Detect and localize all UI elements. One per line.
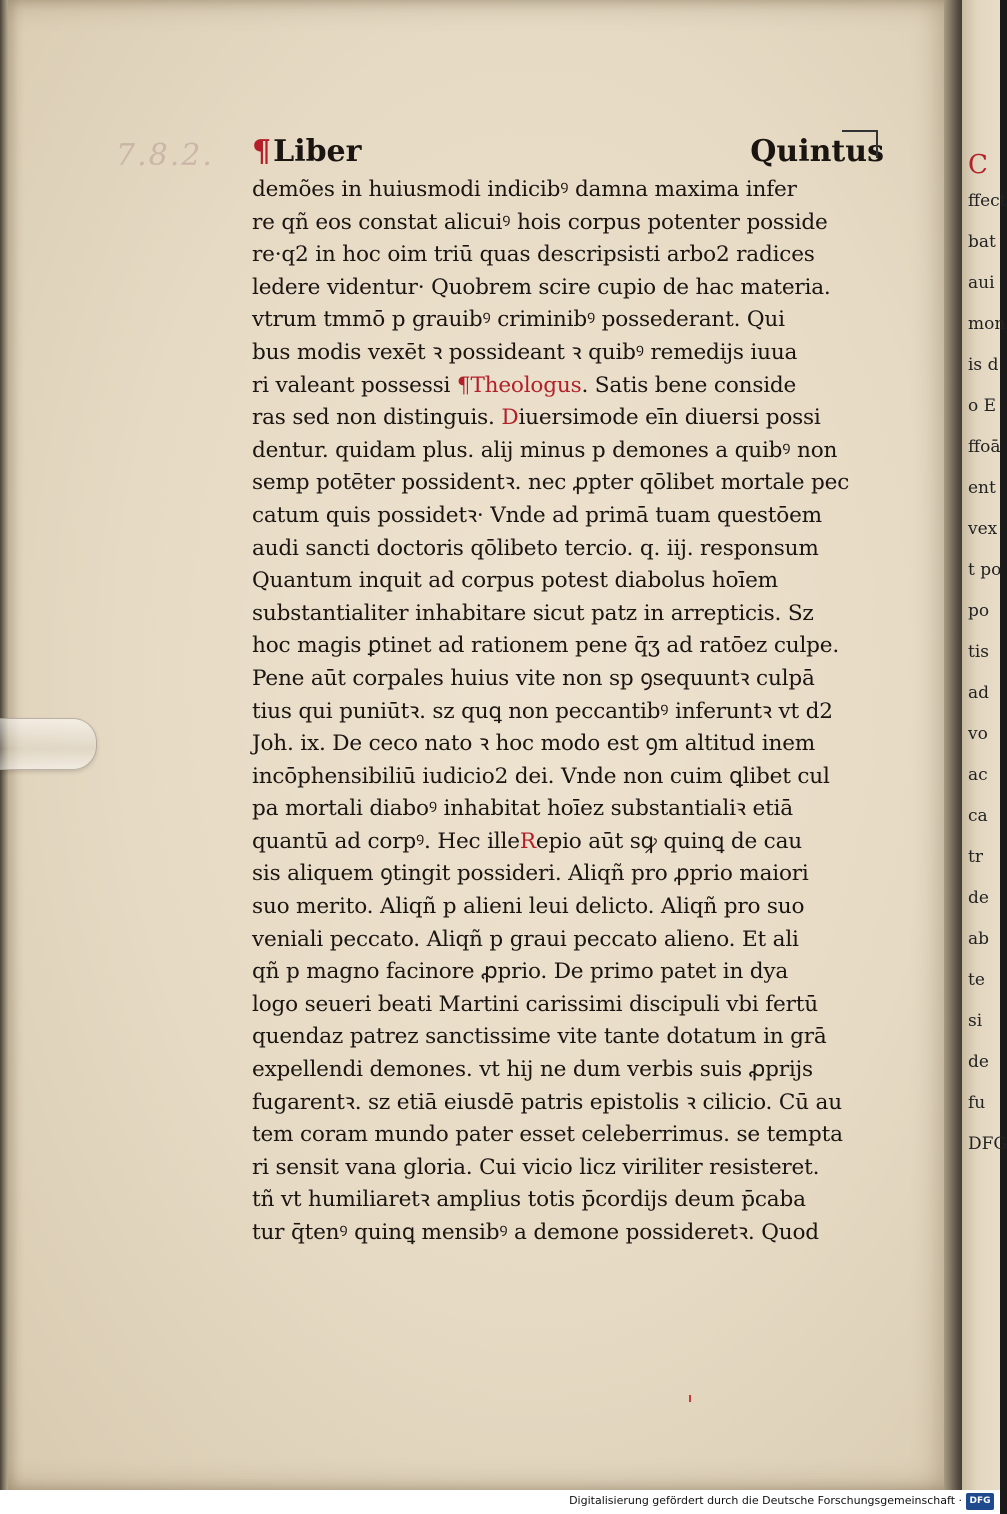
next-page-edge [962, 0, 1007, 1490]
text-line: semp potēter possidentꝛ. nec ꝓpter qōlibet mortale pec [252, 470, 850, 496]
text-line: fugarentꝛ. sz etiā eiusdē patris epistolis ꝛ cilicio. Cū au [252, 1089, 842, 1115]
text-line: substantialiter inhabitare sicut patz in arrepticis. Sz [252, 600, 814, 626]
text-line: pa mortali diaboꝰ inhabitat hoīez substantialiꝛ etiā [252, 796, 793, 822]
next-page-fragment: ent [968, 478, 996, 498]
text-line: expellendi demones. vt hij ne dum verbis suis ꝓprijs [252, 1057, 813, 1083]
next-page-fragment: ca [968, 806, 988, 826]
dfg-logo: DFG [966, 1493, 994, 1510]
pilcrow-icon: ¶ [252, 134, 272, 169]
pilcrow-icon: ¶ [456, 372, 471, 398]
next-page-fragment: po [968, 601, 990, 621]
next-page-fragment: vo [968, 724, 988, 744]
text-line: logo seueri beati Martini carissimi discipuli vbi fertū [252, 991, 818, 1017]
text-line [252, 402, 884, 435]
text-line: catum quis possidetꝛ· Vnde ad primā tuam questōem [252, 502, 822, 528]
next-page-fragment: tis [968, 642, 989, 662]
footer-credit: Digitalisierung gefördert durch die Deutsche Forschungsgemeinschaft · [569, 1494, 962, 1507]
text-line: re·q2 in hoc oim triū quas descripsisti arbo2 radices [252, 242, 815, 268]
text-line: sis aliquem ꝯtingit possideri. Aliqñ pro ꝓprio maiori [252, 861, 809, 887]
next-page-fragment: te [968, 970, 985, 990]
next-page-fragment: t po [968, 560, 1002, 580]
next-page-fragment: C [968, 150, 988, 180]
text-line: re qñ eos constat alicuiꝰ hois corpus potenter posside [252, 209, 828, 235]
text-line [252, 370, 884, 403]
text-line: dentur. quidam plus. alij minus p demones a quibꝰ non [252, 437, 838, 463]
text-line: tñ vt humiliaretꝛ amplius totis p̄cordijs deum p̄caba [252, 1187, 806, 1213]
red-speck [689, 1395, 691, 1402]
next-page-fragment: vex [968, 519, 998, 539]
page-clip-holder [0, 718, 97, 770]
text-line: qñ p magno facinore ꝓprio. De primo patet in dya [252, 959, 789, 985]
text-segment: iuersimode eīn diuersi possi [518, 405, 821, 431]
text-line: demões in huiusmodi indicibꝰ damna maxima infer [252, 177, 797, 202]
text-line: ledere videntur· Quobrem scire cupio de hac materia. [252, 274, 831, 300]
rubricated-initial: R [519, 828, 536, 854]
text-line: suo merito. Aliqñ p alieni leui delicto. Aliqñ pro suo [252, 894, 805, 920]
text-line: veniali peccato. Aliqñ p graui peccato alieno. Et ali [252, 926, 799, 952]
running-head-right: Quintus [750, 134, 884, 169]
footer-bar [0, 1490, 1000, 1514]
text-lines [252, 174, 884, 1250]
text-line: Quantum inquit ad corpus potest diabolus hoīem [252, 568, 778, 594]
next-page-fragment: bat [968, 232, 996, 252]
next-page-fragment: is d [968, 355, 999, 375]
text-segment: . Satis bene conside [581, 372, 797, 398]
next-page-fragment: si [968, 1011, 983, 1031]
text-line: ri sensit vana gloria. Cui vicio licz viriliter resisteret. [252, 1154, 820, 1180]
next-page-fragment: DFG [968, 1134, 1007, 1154]
text-line: bus modis vexēt ꝛ possideant ꝛ quibꝰ remedijs iuua [252, 339, 798, 365]
text-line: Pene aūt corpales huius vite non sp ꝯsequuntꝛ culpā [252, 665, 815, 691]
running-head-left: Liber [273, 134, 362, 169]
text-block [252, 134, 884, 1250]
text-line: incōphensibiliū iudicio2 dei. Vnde non cuim ꝗlibet cul [252, 763, 830, 789]
offset-ghost-mark: 7.8.2. [116, 138, 214, 173]
text-line: hoc magis ꝑtinet ad rationem pene q̄ʒ ad ratōez culpe. [252, 633, 840, 659]
text-segment: epio aūt sꝙ quinꝗ de cau [535, 828, 802, 854]
next-page-fragment: tr [968, 847, 983, 867]
rubric-theologus: Theologus [470, 372, 582, 398]
next-page-fragment: o E [968, 396, 997, 416]
running-head [252, 134, 884, 172]
text-segment: ras sed non distinguis. [252, 405, 502, 431]
next-page-fragment: de [968, 888, 989, 908]
next-page-fragment: de [968, 1052, 989, 1072]
next-page-fragment: aui [968, 273, 995, 293]
text-line: Joh. ix. De ceco nato ꝛ hoc modo est ꝯm altitud inem [252, 731, 816, 757]
text-line: tur q̄tenꝰ quinꝗ mensibꝰ a demone possideretꝛ. Quod [252, 1220, 819, 1245]
next-page-fragment: fu [968, 1093, 986, 1113]
text-line: audi sancti doctoris qōlibeto tercio. q. iij. responsum [252, 535, 819, 561]
text-line: tem coram mundo pater esset celeberrimus. se tempta [252, 1122, 843, 1148]
next-page-fragment: mon [968, 314, 1006, 334]
next-page-fragment: ffect [968, 191, 1007, 211]
text-segment: quantū ad corpꝰ. Hec ille [252, 828, 520, 854]
next-page-fragment: ab [968, 929, 990, 949]
next-page-fragment: ac [968, 765, 988, 785]
next-page-fragment: ad [968, 683, 990, 703]
corner-bracket-mark [842, 130, 878, 158]
text-line [252, 826, 884, 859]
text-line: tius qui puniūtꝛ. sz quꝗ non peccantibꝰ inferuntꝛ vt d2 [252, 698, 833, 724]
text-line: vtrum tmmō p grauibꝰ criminibꝰ possederant. Qui [252, 307, 785, 333]
rubricated-initial: D [501, 405, 519, 431]
text-segment: ri valeant possessi [252, 372, 451, 398]
next-page-fragment: ffoā [968, 437, 1001, 457]
text-line: quendaz patrez sanctissime vite tante dotatum in grā [252, 1024, 827, 1050]
